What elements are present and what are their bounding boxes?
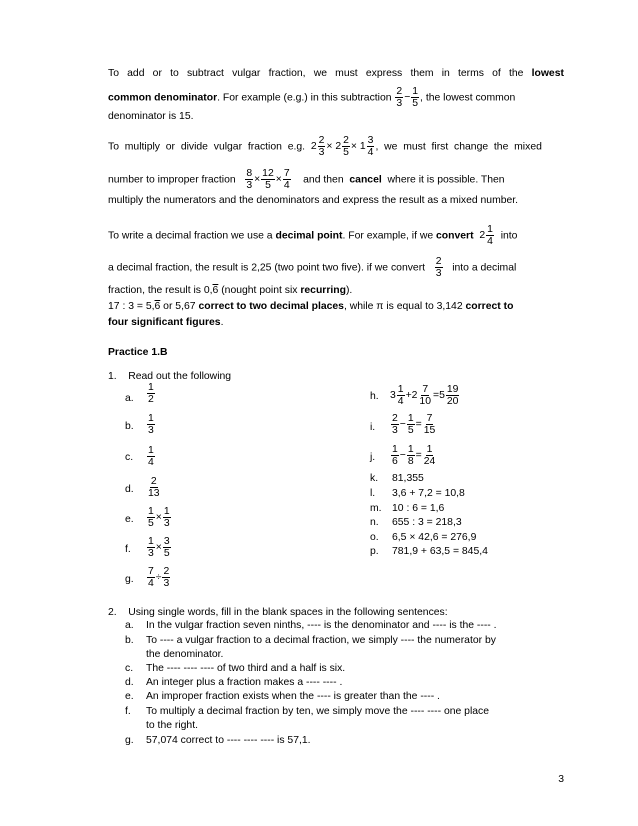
item-m-label: m. [370,503,382,514]
q2-item-a-label: a. [125,620,134,631]
item-o-label: o. [370,532,379,543]
item-p-text: 781,9 + 63,5 = 845,4 [392,546,488,557]
item-e-expression: $\frac{1}{5}$ × $\frac{1}{3}$ [148,506,170,529]
fraction: $\frac{2}{3}$ [435,256,442,279]
question-2: 2. Using single words, fill in the blank spaces in the following sentences: [108,607,448,618]
item-n-label: n. [370,517,379,528]
fraction: $\frac{2}{5}$ [343,135,349,158]
item-h-label: h. [370,391,379,402]
q2-item-b-text-cont: the denominator. [146,649,224,660]
item-i-label: i. [370,422,376,433]
q2-item-d-text: An integer plus a fraction makes a ---- ---- . [146,677,343,688]
item-j-expression: $\frac{1}{6}$ − $\frac{1}{8}$ = $\frac{1}{24}$ [392,444,436,467]
para3-line3: fraction, the result is 0,6 (nought point six recurring). [108,285,353,296]
q2-item-b-label: b. [125,635,134,646]
q2-item-c-label: c. [125,663,134,674]
para1-line2: common denominator. For example (e.g.) in this subtraction $\frac{2}{3}$ − $\frac{1}{5}$ , the lowest common [108,86,516,109]
q2-item-a-text: In the vulgar fraction seven ninths, ---- is the denominator and ---- is the ---- . [146,620,497,631]
item-e-label: e. [125,514,134,525]
q2-item-b-text: To ---- a vulgar fraction to a decimal fraction, we simply ---- the numerator by [146,635,496,646]
fraction: $\frac{2}{3}$ [396,86,403,109]
item-b-fraction: $\frac{1}{3}$ [148,413,154,436]
item-l-label: l. [370,488,376,499]
para3-line2: a decimal fraction, the result is 2,25 (two point two five). if we convert $\frac{2}{3}$ into a decimal [108,256,517,279]
fraction: $\frac{2}{3}$ [318,135,325,158]
item-i-expression: $\frac{2}{3}$ − $\frac{1}{5}$ = $\frac{7}{15}$ [392,413,436,436]
para3-line4: 17 : 3 = 5,6 or 5,67 correct to two decimal places, while π is equal to 3,142 correct to [108,301,514,312]
item-o-text: 6,5 × 42,6 = 276,9 [392,532,477,543]
item-n-text: 655 : 3 = 218,3 [392,517,462,528]
fraction: $\frac{1}{5}$ [412,86,419,109]
fraction: $\frac{8}{3}$ [246,168,253,191]
question-1: 1. Read out the following [108,371,232,382]
q2-item-f-text: To multiply a decimal fraction by ten, we simply move the ---- ---- one place [146,706,490,717]
q2-item-f-label: f. [125,706,131,717]
page-number: 3 [558,774,564,785]
item-b-label: b. [125,421,134,432]
q2-item-f-text-cont: to the right. [146,720,198,731]
para2-line2: number to improper fraction $\frac{8}{3}$ × $\frac{12}{5}$ × $\frac{7}{4}$ and then cancel where it is possible. Then [108,168,505,191]
item-a-label: a. [125,393,134,404]
item-c-label: c. [125,452,134,463]
para3-line1: To write a decimal fraction we use a decimal point. For example, if we convert 2 $\frac{1}{4}$ into [108,224,518,247]
practice-title: Practice 1.B [108,347,168,358]
fraction: $\frac{1}{4}$ [487,224,493,247]
para2-line1: To multiply or divide vulgar fraction e.g. 2 $\frac{2}{3}$ × 2 $\frac{2}{5}$ × 1 $\frac{3}{4}$ , we must first change the mixed [108,135,542,158]
item-f-expression: $\frac{1}{3}$ × $\frac{3}{5}$ [148,536,170,559]
item-f-label: f. [125,544,131,555]
para2-line3: multiply the numerators and the denominators and express the result as a mixed number. [108,195,519,206]
item-l-text: 3,6 + 7,2 = 10,8 [392,488,465,499]
q2-item-g-text: 57,074 correct to ---- ---- ---- is 57,1. [146,735,311,746]
item-p-label: p. [370,546,379,557]
q2-item-e-label: e. [125,691,134,702]
item-g-expression: $\frac{7}{4}$ ÷ $\frac{2}{3}$ [148,566,170,589]
item-k-label: k. [370,473,379,484]
item-d-fraction: $\frac{2}{13}$ [148,476,160,499]
q2-item-e-text: An improper fraction exists when the ---- is greater than the ---- . [146,691,440,702]
para3-line5: four significant figures. [108,317,224,328]
fraction: $\frac{3}{4}$ [367,135,374,158]
item-a-fraction: $\frac{1}{2}$ [148,382,154,405]
item-h-expression: 3 $\frac{1}{4}$ +2 $\frac{7}{10}$ =5 $\frac{19}{20}$ [390,384,459,407]
q2-item-g-label: g. [125,735,134,746]
para1-line3: denominator is 15. [108,111,194,122]
item-m-text: 10 : 6 = 1,6 [392,503,445,514]
fraction: $\frac{12}{5}$ [262,168,274,191]
item-j-label: j. [370,452,376,463]
item-c-fraction: $\frac{1}{4}$ [148,445,154,468]
item-k-text: 81,355 [392,473,424,484]
item-d-label: d. [125,484,134,495]
fraction: $\frac{7}{4}$ [283,168,290,191]
q2-item-c-text: The ---- ---- ---- of two third and a half is six. [146,663,346,674]
q2-item-d-label: d. [125,677,134,688]
item-g-label: g. [125,574,134,585]
para1-line1: To add or to subtract vulgar fraction, we must express them in terms of the lowest [108,68,564,79]
